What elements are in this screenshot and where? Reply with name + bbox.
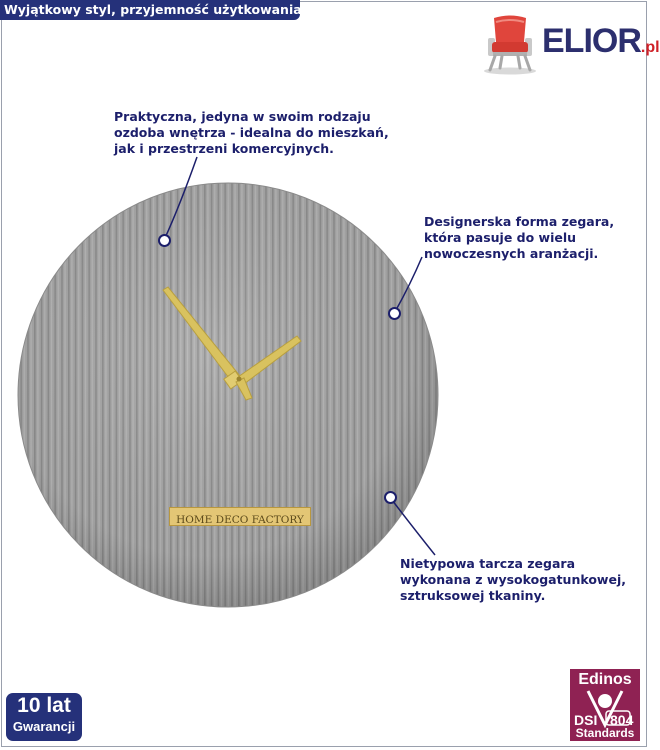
warranty-label: Gwarancji	[12, 719, 76, 734]
cert-code-right: 804	[610, 712, 634, 728]
clock-plate-text: HOME DECO FACTORY	[176, 514, 304, 526]
cert-label: Standards	[575, 726, 635, 740]
warranty-badge	[6, 693, 82, 741]
annotation-line: jak i przestrzeni komercyjnych.	[114, 141, 334, 156]
callout-dot-top-left	[158, 234, 171, 247]
annotation-line: która pasuje do wielu	[424, 230, 577, 245]
callout-dot-right-lower	[384, 491, 397, 504]
annotation-line: wykonana z wysokogatunkowej,	[400, 572, 626, 587]
logo-brand: ELIOR	[542, 22, 641, 60]
callout-dot-right-upper	[388, 307, 401, 320]
annotation-line: nowoczesnych aranżacji.	[424, 246, 599, 261]
warranty-years: 10 lat	[17, 694, 71, 717]
logo-suffix: .pl	[640, 39, 660, 56]
cert-name: Edinos	[578, 671, 632, 688]
annotation-line: Praktyczna, jedyna w swoim rodzaju	[114, 109, 371, 124]
cert-code-left: DSI	[574, 712, 598, 728]
annotation-line: ozdoba wnętrza - idealna do mieszkań,	[114, 125, 389, 140]
annotation-right-lower	[400, 556, 626, 604]
annotation-right-upper	[424, 214, 614, 262]
edinos-certificate-badge	[570, 669, 640, 741]
annotation-line: Nietypowa tarcza zegara	[400, 556, 575, 571]
annotation-line: Designerska forma zegara,	[424, 214, 615, 229]
clock-name-plate	[169, 507, 311, 526]
annotation-top-left	[114, 109, 389, 157]
annotation-line: sztruksowej tkaniny.	[400, 588, 546, 603]
tagline-text: Wyjątkowy styl, przyjemność użytkowania!	[4, 2, 308, 17]
